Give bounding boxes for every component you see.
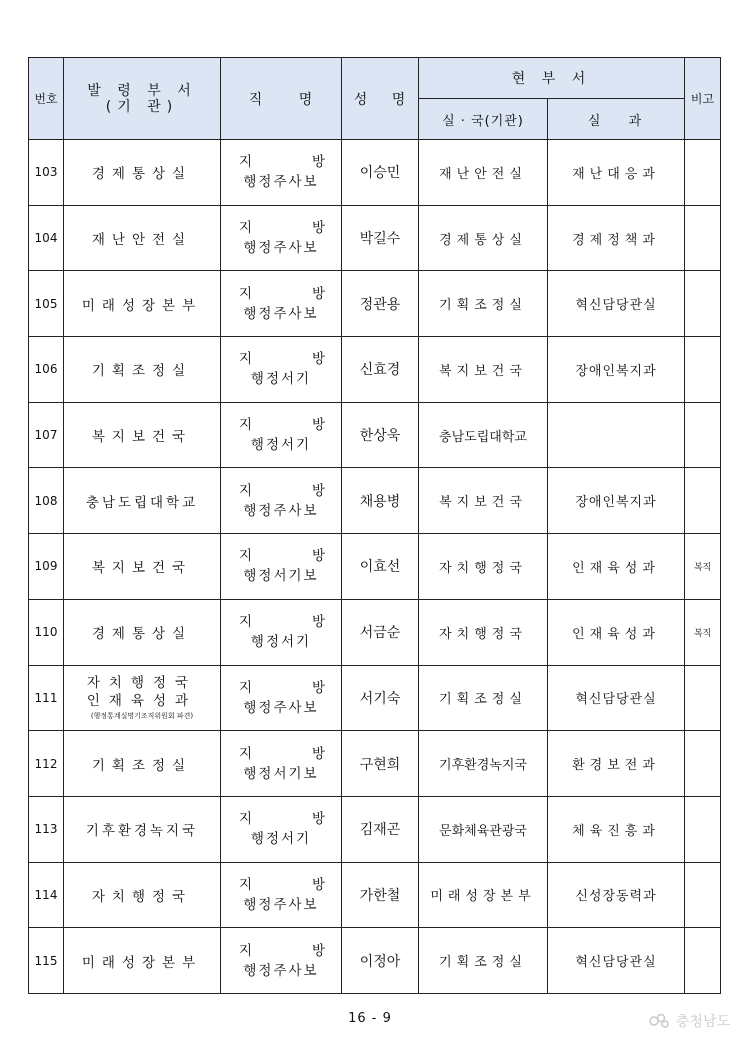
table-row: [29, 862, 721, 928]
current-division: 신성장동력과: [548, 862, 685, 928]
appointed-dept: 경제통상실: [64, 140, 221, 206]
row-number: 112: [29, 731, 64, 797]
appointed-dept: 복지보건국: [64, 534, 221, 600]
position: 지 방 행정서기: [221, 402, 342, 468]
note: [685, 140, 721, 206]
current-bureau: 재난안전실: [419, 140, 548, 206]
position: 지 방 행정주사보: [221, 140, 342, 206]
appointed-dept: 미래성장본부: [64, 271, 221, 337]
person-name: 가한철: [342, 862, 419, 928]
note: [685, 862, 721, 928]
row-number: 107: [29, 402, 64, 468]
note: 복직: [685, 534, 721, 600]
note: [685, 928, 721, 994]
table-row: [29, 140, 721, 206]
appointed-dept: 기획조정실: [64, 337, 221, 403]
header-current-bureau: 실 · 국(기관): [419, 99, 548, 140]
position: 지 방 행정주사보: [221, 928, 342, 994]
note: [685, 205, 721, 271]
current-division: 경제정책과: [548, 205, 685, 271]
current-bureau: 복지보건국: [419, 337, 548, 403]
position: 지 방 행정주사보: [221, 271, 342, 337]
person-name: 서기숙: [342, 665, 419, 731]
row-number: 106: [29, 337, 64, 403]
current-bureau: 미래성장본부: [419, 862, 548, 928]
current-division: 환경보전과: [548, 731, 685, 797]
appointed-dept: 자치행정국 인재육성과 (행정통계실명기조직위원회 파견): [64, 665, 221, 731]
position: 지 방 행정주사보: [221, 205, 342, 271]
row-number: 111: [29, 665, 64, 731]
personnel-table: [28, 57, 721, 994]
note: [685, 665, 721, 731]
current-bureau: 경제통상실: [419, 205, 548, 271]
person-name: 정관용: [342, 271, 419, 337]
note: [685, 796, 721, 862]
header-note: 비고: [685, 58, 721, 140]
appointed-dept: 자치행정국: [64, 862, 221, 928]
table-row: [29, 468, 721, 534]
watermark: 충청남도: [646, 1011, 730, 1031]
position: 지 방 행정주사보: [221, 862, 342, 928]
page-number: 16 - 9: [348, 1011, 392, 1026]
current-bureau: 기획조정실: [419, 665, 548, 731]
current-division: 장애인복지과: [548, 337, 685, 403]
table-row: [29, 534, 721, 600]
person-name: 김재곤: [342, 796, 419, 862]
current-bureau: 기획조정실: [419, 928, 548, 994]
header-current-division: 실 과: [548, 99, 685, 140]
appointed-dept: 미래성장본부: [64, 928, 221, 994]
note: [685, 402, 721, 468]
row-number: 105: [29, 271, 64, 337]
person-name: 서금순: [342, 599, 419, 665]
header-num: 번호: [29, 58, 64, 140]
header-name: 성 명: [342, 58, 419, 140]
note: [685, 271, 721, 337]
table-row: [29, 337, 721, 403]
person-name: 이정아: [342, 928, 419, 994]
appointed-dept: 경제통상실: [64, 599, 221, 665]
note: 복직: [685, 599, 721, 665]
appointed-dept: 기획조정실: [64, 731, 221, 797]
person-name: 박길수: [342, 205, 419, 271]
row-number: 104: [29, 205, 64, 271]
current-division: 인재육성과: [548, 599, 685, 665]
current-bureau: 문화체육관광국: [419, 796, 548, 862]
person-name: 이승민: [342, 140, 419, 206]
table-row: [29, 928, 721, 994]
position: 지 방 행정서기: [221, 599, 342, 665]
row-number: 114: [29, 862, 64, 928]
row-number: 103: [29, 140, 64, 206]
appointed-dept: 기후환경녹지국: [64, 796, 221, 862]
current-division: 혁신담당관실: [548, 928, 685, 994]
person-name: 이효선: [342, 534, 419, 600]
appointed-dept: 복지보건국: [64, 402, 221, 468]
table-row: [29, 731, 721, 797]
current-bureau: 충남도립대학교: [419, 402, 548, 468]
header-position: 직 명: [221, 58, 342, 140]
header-appointed-dept: 발 령 부 서 (기 관): [64, 58, 221, 140]
flower-icon: [646, 1011, 672, 1031]
person-name: 구현희: [342, 731, 419, 797]
position: 지 방 행정서기보: [221, 534, 342, 600]
row-number: 109: [29, 534, 64, 600]
table-row: [29, 271, 721, 337]
current-bureau: 기획조정실: [419, 271, 548, 337]
current-division: 재난대응과: [548, 140, 685, 206]
row-number: 108: [29, 468, 64, 534]
table-row: [29, 796, 721, 862]
appointed-dept: 재난안전실: [64, 205, 221, 271]
note: [685, 731, 721, 797]
current-bureau: 자치행정국: [419, 599, 548, 665]
header-current-dept: 현 부 서: [419, 58, 685, 99]
table-row: [29, 599, 721, 665]
current-division: 혁신담당관실: [548, 271, 685, 337]
row-number: 110: [29, 599, 64, 665]
note: [685, 468, 721, 534]
appointed-dept: 충남도립대학교: [64, 468, 221, 534]
current-bureau: 복지보건국: [419, 468, 548, 534]
current-division: [548, 402, 685, 468]
position: 지 방 행정서기보: [221, 731, 342, 797]
person-name: 한상욱: [342, 402, 419, 468]
row-number: 113: [29, 796, 64, 862]
row-number: 115: [29, 928, 64, 994]
table-row: [29, 665, 721, 731]
note: [685, 337, 721, 403]
position: 지 방 행정서기: [221, 796, 342, 862]
current-division: 혁신담당관실: [548, 665, 685, 731]
current-division: 장애인복지과: [548, 468, 685, 534]
current-bureau: 자치행정국: [419, 534, 548, 600]
current-division: 체육진흥과: [548, 796, 685, 862]
table-row: [29, 205, 721, 271]
position: 지 방 행정주사보: [221, 468, 342, 534]
current-division: 인재육성과: [548, 534, 685, 600]
current-bureau: 기후환경녹지국: [419, 731, 548, 797]
person-name: 채용병: [342, 468, 419, 534]
position: 지 방 행정주사보: [221, 665, 342, 731]
person-name: 신효경: [342, 337, 419, 403]
table-row: [29, 402, 721, 468]
position: 지 방 행정서기: [221, 337, 342, 403]
